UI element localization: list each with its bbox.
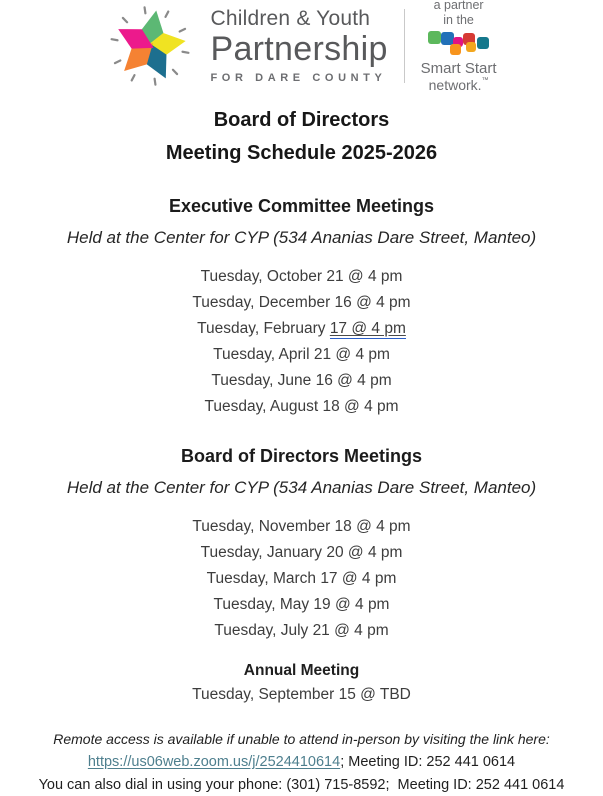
org-name-line1: Children & Youth bbox=[210, 7, 371, 30]
page-title-line1: Board of Directors bbox=[213, 109, 390, 131]
smart-start-blocks-icon bbox=[428, 31, 490, 58]
smart-start-badge bbox=[421, 0, 497, 94]
org-wordmark bbox=[210, 8, 387, 84]
exec-committee-date-list bbox=[0, 264, 603, 420]
logo-row bbox=[0, 0, 603, 94]
board-meetings-heading: Board of Directors Meetings bbox=[180, 446, 423, 466]
annual-meeting-heading: Annual Meeting bbox=[243, 662, 360, 679]
badge-line2: in the bbox=[443, 12, 474, 27]
org-name-line2: Partnership bbox=[210, 30, 388, 68]
star-logo-svg bbox=[106, 4, 194, 88]
meeting-date: Tuesday, March 17 @ 4 pm bbox=[206, 570, 397, 587]
meeting-date: Tuesday, May 19 @ 4 pm bbox=[213, 596, 390, 613]
meeting-date: Tuesday, October 21 @ 4 pm bbox=[200, 268, 403, 285]
meeting-date: Tuesday, November 18 @ 4 pm bbox=[192, 518, 411, 535]
zoom-link-line bbox=[0, 751, 603, 774]
exec-committee-venue: Held at the Center for CYP (534 Ananias Dare Street, Manteo) bbox=[66, 228, 537, 247]
zoom-meeting-link[interactable]: https://us06web.zoom.us/j/2524410614 bbox=[87, 754, 341, 770]
meeting-id-text: ; Meeting ID: 252 441 0614 bbox=[340, 754, 516, 770]
remote-access-note: Remote access is available if unable to attend in-person by visiting the link here: bbox=[53, 731, 550, 747]
logo-divider bbox=[404, 9, 405, 83]
meeting-date-prefix: Tuesday, February bbox=[197, 320, 330, 337]
meeting-date: Tuesday, April 21 @ 4 pm bbox=[213, 346, 390, 363]
badge-line3: Smart Start bbox=[420, 59, 497, 77]
page-title bbox=[0, 104, 603, 170]
board-meetings-date-list bbox=[0, 514, 603, 644]
meeting-date bbox=[0, 316, 603, 342]
meeting-date: Tuesday, June 16 @ 4 pm bbox=[211, 372, 392, 389]
block-green bbox=[428, 31, 441, 44]
grammar-underlined-text: 17 @ 4 pm bbox=[329, 320, 406, 337]
block-orange bbox=[450, 44, 461, 55]
exec-committee-heading: Executive Committee Meetings bbox=[168, 196, 435, 216]
meeting-date: Tuesday, December 16 @ 4 pm bbox=[192, 294, 411, 311]
block-blue bbox=[441, 32, 454, 45]
badge-line1: a partner bbox=[433, 0, 484, 13]
badge-line4: network.™ bbox=[428, 77, 489, 94]
cyp-star-logo-icon bbox=[106, 4, 194, 88]
board-meetings-venue: Held at the Center for CYP (534 Ananias Dare Street, Manteo) bbox=[66, 478, 537, 497]
meeting-date: Tuesday, August 18 @ 4 pm bbox=[204, 398, 399, 415]
page-title-line2: Meeting Schedule 2025-2026 bbox=[165, 142, 438, 164]
block-yellow bbox=[466, 42, 476, 52]
meeting-date: Tuesday, January 20 @ 4 pm bbox=[200, 544, 403, 561]
footer bbox=[0, 728, 603, 796]
org-name-line3: FOR DARE COUNTY bbox=[210, 72, 387, 84]
meeting-date: Tuesday, July 21 @ 4 pm bbox=[214, 622, 389, 639]
block-teal bbox=[477, 37, 489, 49]
dial-in-line: You can also dial in using your phone: (301) 715-8592; Meeting ID: 252 441 0614 bbox=[38, 777, 565, 793]
annual-meeting-date: Tuesday, September 15 @ TBD bbox=[192, 686, 411, 703]
trademark-symbol: ™ bbox=[481, 77, 489, 85]
